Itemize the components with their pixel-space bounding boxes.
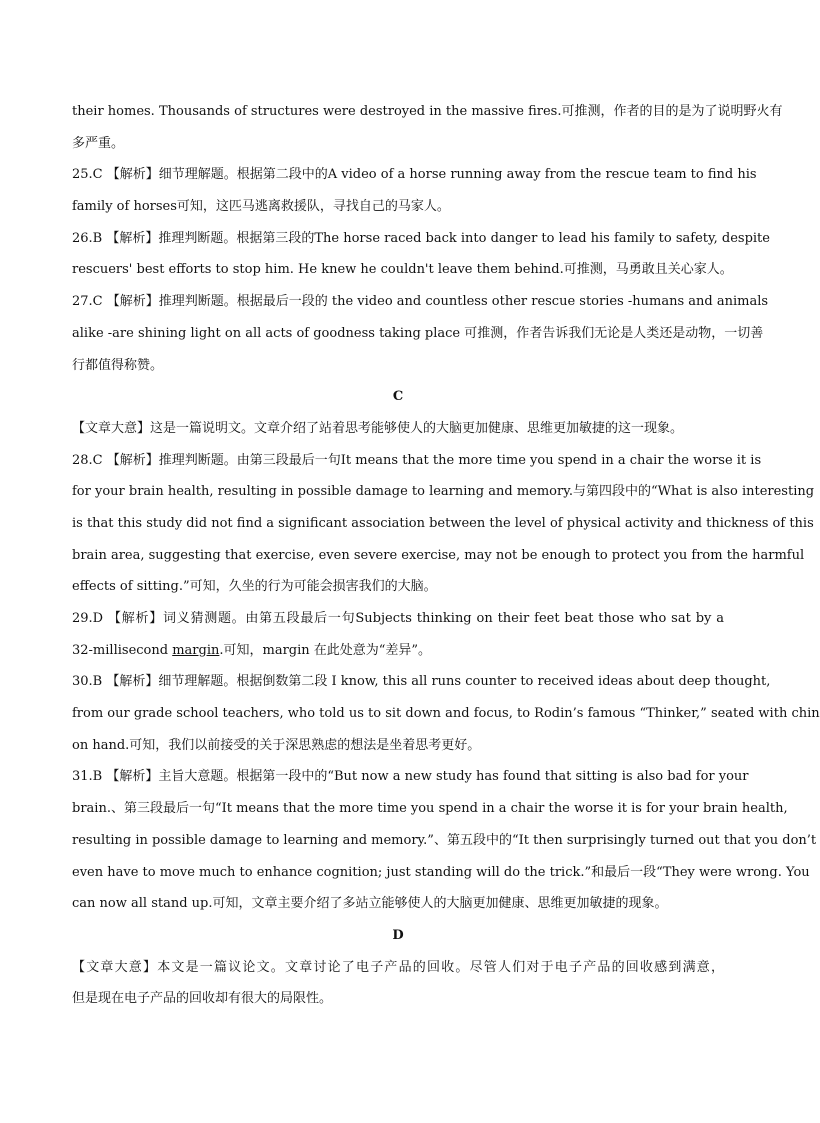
text-line: resulting in possible damage to learning and memory.”、第五段中的“It then surprisingly turned out that you don’t [72,832,817,848]
answer-26-line: 26.B 【解析】推理判断题。根据第三段的The horse raced back into danger to lead his family to safety, despite [72,230,770,246]
answer-30-line: 30.B 【解析】细节理解题。根据倒数第二段 I know, this all runs counter to received ideas about deep thought, [72,674,771,690]
answer-31-line: 31.B 【解析】主旨大意题。根据第一段中的“But now a new study has found that sitting is also bad for your [72,769,749,785]
summary-c-line: 【文章大意】这是一篇说明文。文章介绍了站着思考能够使人的大脑更加健康、思维更加敏捷的这一现象。 [72,420,684,436]
answer-28-line: 28.C 【解析】推理判断题。由第三段最后一句It means that the more time you spend in a chair the worse it is [72,452,762,468]
answer-27-line: 27.C 【解析】推理判断题。根据最后一段的 the video and countless other rescue stories -humans and animals [72,294,769,310]
answers-section-d [72,952,724,1015]
text-segment: 32-millisecond [72,642,173,658]
section-heading-c: C [392,389,404,405]
text-line: brain area, suggesting that exercise, even severe exercise, may not be enough to protect you from the harmful [72,547,805,563]
text-line: their homes. Thousands of structures were destroyed in the massive fires.可推测，作者的目的是为了说明野火有 [72,104,783,119]
text-line: effects of sitting.”可知，久坐的行为可能会损害我们的大脑。 [72,579,437,595]
summary-d-line: 【文章大意】本文是一篇议论文。文章讨论了电子产品的回收。尽管人们对于电子产品的回收感到满意， [72,959,724,975]
text-line: even have to move much to enhance cognition; just standing will do the trick.”和最后一段“They were wrong. You [72,864,810,880]
text-line: 行都值得称赞。 [72,357,164,373]
answer-29-line: 29.D 【解析】词义猜测题。由第五段最后一句Subjects thinking on their feet beat those who sat by a [72,611,724,626]
text-line: rescuers' best efforts to stop him. He knew he couldn't leave them behind.可推测，马勇敢且关心家人。 [72,262,733,278]
document-page [72,96,820,1015]
text-line: brain.、第三段最后一句“It means that the more time you spend in a chair the worse it is for your brain health, [72,801,788,817]
section-heading-d: D [392,927,404,943]
text-line: 但是现在电子产品的回收却有很大的局限性。 [72,991,333,1007]
text-line: is that this study did not find a significant association between the level of physical activity and thickness of this [72,515,814,531]
text-line: from our grade school teachers, who told us to sit down and focus, to Rodin’s famous “Thinker,” seated with chin [72,706,820,722]
text-line: 多严重。 [72,135,125,151]
text-line: alike -are shining light on all acts of goodness taking place 可推测，作者告诉我们无论是人类还是动物，一切善 [72,325,764,341]
text-line: on hand.可知，我们以前接受的关于深思熟虑的想法是坐着思考更好。 [72,737,481,753]
answers-section-b [72,96,783,381]
text-line [72,635,724,667]
answer-25-line: 25.C 【解析】细节理解题。根据第二段中的A video of a horse running away from the rescue team to find his [72,167,757,183]
text-line: can now all stand up.可知，文章主要介绍了多站立能够使人的大脑更加健康、思维更加敏捷的现象。 [72,896,668,912]
text-line: for your brain health, resulting in possible damage to learning and memory.与第四段中的“What is also interesting [72,484,815,500]
text-segment: .可知，margin 在此处意为“差异”。 [219,642,432,658]
underlined-word: margin [172,642,220,658]
text-line: family of horses可知，这匹马逃离救援队，寻找自己的马家人。 [72,199,450,215]
answers-section-c [72,413,820,920]
